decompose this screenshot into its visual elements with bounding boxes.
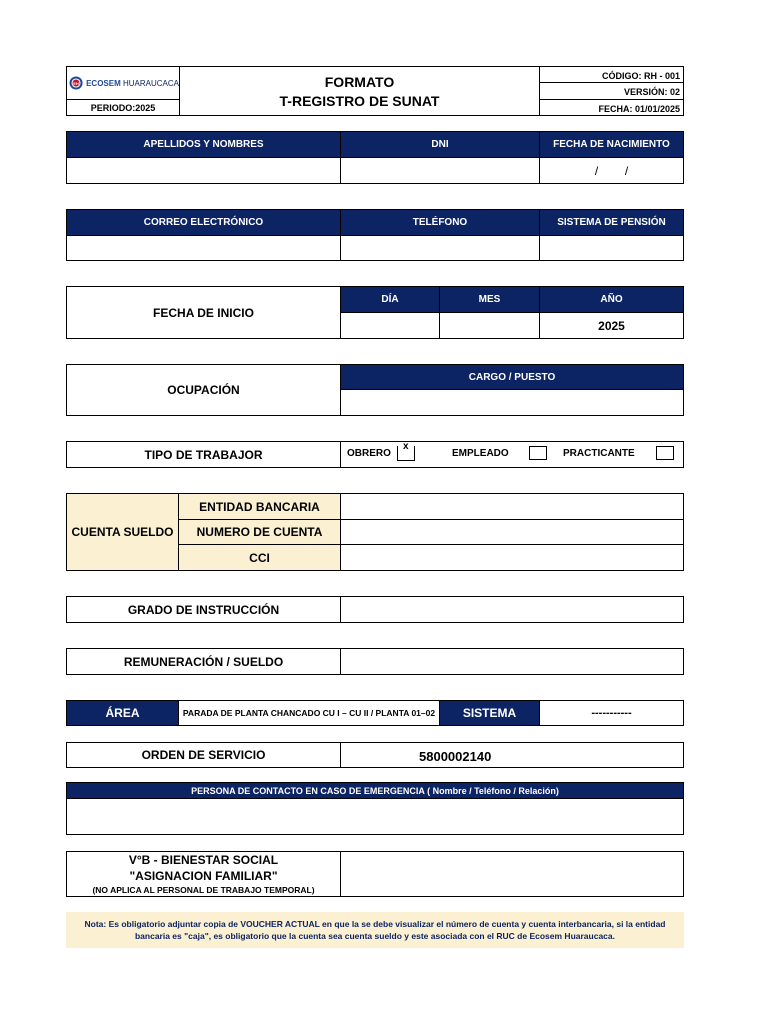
- bienestar-line2: "ASIGNACION FAMILIAR": [129, 869, 278, 883]
- empleado-label: EMPLEADO: [452, 448, 509, 459]
- obrero-check-mark: x: [403, 441, 409, 452]
- fecha-cell: [539, 99, 684, 116]
- birth-date-separators: / /: [594, 163, 629, 178]
- practicante-label: PRACTICANTE: [563, 448, 635, 459]
- bienestar-signature-box[interactable]: [340, 851, 684, 897]
- version-label: VERSIÓN: 02: [623, 87, 680, 97]
- orden-servicio-value: 5800002140: [419, 749, 492, 764]
- obrero-checkbox[interactable]: [397, 441, 415, 461]
- entidad-bancaria-label: ENTIDAD BANCARIA: [178, 493, 341, 520]
- telefono-input[interactable]: [340, 235, 540, 261]
- header-dni: DNI: [340, 131, 540, 158]
- correo-input[interactable]: [66, 235, 341, 261]
- logo-text: [86, 79, 179, 88]
- entidad-bancaria-input[interactable]: [340, 493, 684, 520]
- title-cell: [179, 66, 540, 116]
- obrero-label: OBRERO: [347, 448, 391, 459]
- fecha-inicio-label: FECHA DE INICIO: [66, 286, 341, 339]
- dni-input[interactable]: [340, 157, 540, 184]
- emergencia-input[interactable]: [66, 798, 684, 835]
- title-line2: T-REGISTRO DE SUNAT: [279, 92, 440, 109]
- cuenta-sueldo-label: CUENTA SUELDO: [66, 493, 179, 571]
- header-anio: AÑO: [539, 286, 684, 313]
- grado-instruccion-label: GRADO DE INSTRUCCIÓN: [66, 596, 341, 623]
- grado-instruccion-input[interactable]: [340, 596, 684, 623]
- header-correo: CORREO ELECTRÓNICO: [66, 209, 341, 236]
- header-cargo-puesto: CARGO / PUESTO: [340, 364, 684, 390]
- periodo-cell: [66, 99, 180, 116]
- orden-servicio-input[interactable]: [340, 742, 684, 768]
- cci-input[interactable]: [340, 544, 684, 571]
- emergencia-header: PERSONA DE CONTACTO EN CASO DE EMERGENCIA ( Nombre / Teléfono / Relación): [66, 782, 684, 799]
- ocupacion-label: OCUPACIÓN: [66, 364, 341, 416]
- codigo-label: CÓDIGO: RH - 001: [601, 71, 680, 81]
- bienestar-line1: V°B - BIENESTAR SOCIAL: [128, 853, 279, 867]
- remuneracion-input[interactable]: [340, 648, 684, 675]
- sistema-pension-input[interactable]: [539, 235, 684, 261]
- tipo-trabajo-label: TIPO DE TRABAJOR: [66, 441, 341, 468]
- empleado-checkbox[interactable]: [529, 446, 547, 460]
- bienestar-social-label: [66, 851, 341, 897]
- logo-initials: EH: [73, 80, 79, 86]
- mes-input[interactable]: [439, 312, 540, 339]
- area-label: ÁREA: [66, 700, 179, 726]
- nota-line2: bancaria es "caja", es obligatorio que la cuenta sea cuenta sueldo y este asociada con el RUC de Ecosem Huaraucaca.: [134, 931, 615, 941]
- area-value[interactable]: PARADA DE PLANTA CHANCADO CU I – CU II / PLANTA 01–02: [178, 700, 440, 726]
- orden-servicio-label: ORDEN DE SERVICIO: [66, 742, 341, 768]
- remuneracion-label: REMUNERACIÓN / SUELDO: [66, 648, 341, 675]
- cci-label: CCI: [178, 544, 341, 571]
- sistema-label: SISTEMA: [439, 700, 540, 726]
- cargo-puesto-input[interactable]: [340, 389, 684, 416]
- nota-box: [66, 912, 684, 948]
- title-line1: FORMATO: [324, 73, 395, 90]
- fecha-label: FECHA: 01/01/2025: [598, 104, 680, 114]
- header-logo-cell: [66, 66, 180, 100]
- header-telefono: TELÉFONO: [340, 209, 540, 236]
- header-fecha-nacimiento: FECHA DE NACIMIENTO: [539, 131, 684, 158]
- numero-cuenta-input[interactable]: [340, 519, 684, 545]
- periodo-label: PERIODO:2025: [90, 102, 156, 113]
- header-dia: DÍA: [340, 286, 440, 313]
- version-cell: [539, 82, 684, 100]
- codigo-cell: [539, 66, 684, 83]
- sistema-value[interactable]: -----------: [539, 700, 684, 726]
- anio-input[interactable]: 2025: [539, 312, 684, 339]
- header-mes: MES: [439, 286, 540, 313]
- nota-line1: Nota: Es obligatorio adjuntar copia de VOUCHER ACTUAL en que la se debe visualizar el número de cuenta y cuenta interbancaria, si la entidad: [84, 919, 666, 929]
- header-sistema-pension: SISTEMA DE PENSIÓN: [539, 209, 684, 236]
- dia-input[interactable]: [340, 312, 440, 339]
- apellidos-input[interactable]: [66, 157, 341, 184]
- logo-place: HUARAUCACA: [122, 78, 179, 88]
- bienestar-line3: (NO APLICA AL PERSONAL DE TRABAJO TEMPORAL): [92, 885, 315, 895]
- fecha-nacimiento-input[interactable]: [539, 157, 684, 184]
- company-logo-icon: [69, 69, 83, 97]
- logo-brand: ECOSEM: [86, 78, 121, 88]
- header-apellidos: APELLIDOS Y NOMBRES: [66, 131, 341, 158]
- practicante-checkbox[interactable]: [656, 446, 674, 460]
- numero-cuenta-label: NUMERO DE CUENTA: [178, 519, 341, 545]
